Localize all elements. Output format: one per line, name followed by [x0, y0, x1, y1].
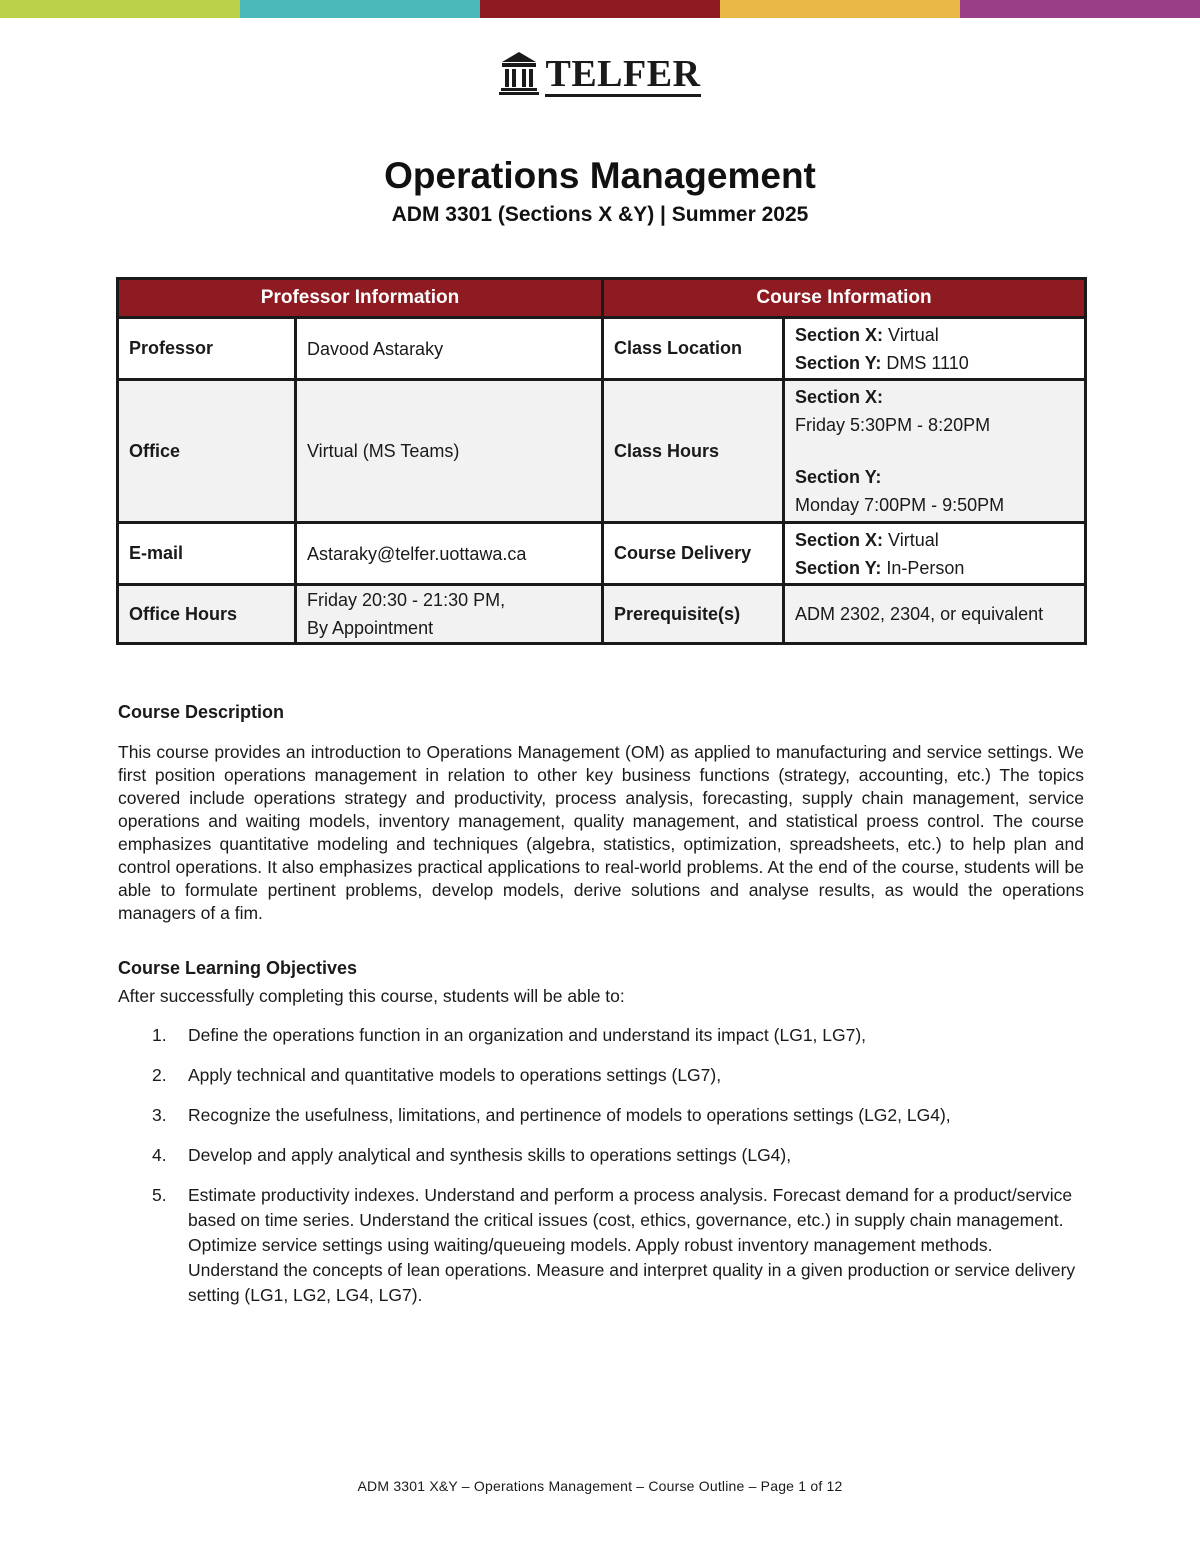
- list-item: [118, 1063, 1084, 1088]
- class-hours-label: Class Hours: [603, 380, 784, 523]
- office-hours-line-2: By Appointment: [307, 618, 434, 638]
- course-info-header: Course Information: [603, 279, 1086, 318]
- class-hours-value: [784, 380, 1086, 523]
- info-table: [116, 277, 1087, 645]
- learning-objectives-intro: After successfully completing this course, students will be able to:: [118, 986, 625, 1006]
- table-row: [118, 523, 1086, 585]
- office-hours-label: Office Hours: [118, 585, 296, 644]
- item-number: 5.: [152, 1185, 167, 1205]
- table-row: [118, 585, 1086, 644]
- class-location-label: Class Location: [603, 318, 784, 380]
- email-value[interactable]: Astaraky@telfer.uottawa.ca: [296, 523, 603, 585]
- section-x-label: Section X:: [795, 324, 884, 345]
- list-item: [118, 1183, 1084, 1308]
- course-description-body: This course provides an introduction to Operations Management (OM) as applied to manufacturing and service settings. We first position operations management in relation to other key business functions (strategy, accounting, etc.) The topics covered include operations strategy and productivity, process analysis, forecasting, supply chain management, service operations and waiting models, inventory management, quality management, and statistical proess control. The course emphasizes quantitative modeling and techniques (algebra, statistics, optimization, spreadsheets, etc.) to help plan and control operations. It also emphasizes practical applications to real-world problems. At the end of the course, students will be able to formulate pertinent problems, develop models, derive solutions and analyse results, as would the operations managers of a fim.: [118, 742, 1084, 923]
- section-x-label: Section X:: [795, 529, 884, 550]
- item-text: Recognize the usefulness, limitations, and pertinence of models to operations settings (LG2, LG4),: [188, 1105, 951, 1125]
- office-value: Virtual (MS Teams): [296, 380, 603, 523]
- learning-objectives-section: [118, 958, 1084, 1323]
- course-subtitle: ADM 3301 (Sections X &Y) | Summer 2025: [391, 203, 809, 226]
- section-y-label: Section Y:: [795, 352, 882, 373]
- email-label: E-mail: [118, 523, 296, 585]
- logo-wordmark: TELFER: [545, 52, 701, 95]
- objectives-list: [118, 1023, 1084, 1308]
- section-y-delivery: In-Person: [881, 557, 965, 578]
- prerequisites-value: ADM 2302, 2304, or equivalent: [784, 585, 1086, 644]
- table-row: [118, 318, 1086, 380]
- office-hours-value: [296, 585, 603, 644]
- learning-objectives-heading: Course Learning Objectives: [118, 958, 358, 978]
- professor-info-header: Professor Information: [118, 279, 603, 318]
- class-location-value: [784, 318, 1086, 380]
- title-block: [0, 152, 1200, 230]
- item-number: 1.: [152, 1025, 167, 1045]
- section-y-label: Section Y:: [795, 557, 882, 578]
- list-item: [118, 1103, 1084, 1128]
- section-y-label: Section Y:: [795, 467, 882, 487]
- office-label: Office: [118, 380, 296, 523]
- course-description-section: [118, 702, 1084, 925]
- prerequisites-label: Prerequisite(s): [603, 585, 784, 644]
- item-text: Define the operations function in an organization and understand its impact (LG1, LG7),: [188, 1025, 867, 1045]
- color-segment-purple: [960, 0, 1200, 18]
- info-table-header: [118, 279, 1086, 318]
- office-hours-line-1: Friday 20:30 - 21:30 PM,: [307, 590, 506, 610]
- item-text: Estimate productivity indexes. Understand and perform a process analysis. Forecast demand for a product/service based on time series. Understand the critical issues (cost, ethics, governance, etc.) in supply chain management. Optimize service settings using waiting/queueing models. Apply robust inventory management methods. Understand the concepts of lean operations. Measure and interpret quality in a given production or service delivery setting (LG1, LG2, LG4, LG7).: [188, 1185, 1076, 1305]
- item-number: 3.: [152, 1105, 167, 1125]
- page-footer: ADM 3301 X&Y – Operations Management – Course Outline – Page 1 of 12: [357, 1478, 843, 1494]
- item-number: 4.: [152, 1145, 167, 1165]
- page-title: Operations Management: [384, 155, 816, 196]
- course-description-heading: Course Description: [118, 702, 285, 722]
- section-x-label: Section X:: [795, 387, 884, 407]
- professor-value: Davood Astaraky: [296, 318, 603, 380]
- course-delivery-value: [784, 523, 1086, 585]
- brand-color-bar: [0, 0, 1200, 18]
- section-x-hours: Friday 5:30PM - 8:20PM: [795, 415, 991, 435]
- section-x-location: Virtual: [883, 324, 939, 345]
- table-row: [118, 380, 1086, 523]
- list-item: [118, 1023, 1084, 1048]
- color-segment-yellow: [720, 0, 960, 18]
- color-segment-green: [0, 0, 240, 18]
- section-y-location: DMS 1110: [881, 352, 969, 373]
- telfer-logo: [0, 50, 1200, 101]
- color-segment-teal: [240, 0, 480, 18]
- item-text: Apply technical and quantitative models to operations settings (LG7),: [188, 1065, 722, 1085]
- professor-label: Professor: [118, 318, 296, 380]
- item-text: Develop and apply analytical and synthesis skills to operations settings (LG4),: [188, 1145, 792, 1165]
- color-segment-red: [480, 0, 720, 18]
- item-number: 2.: [152, 1065, 167, 1085]
- section-y-hours: Monday 7:00PM - 9:50PM: [795, 495, 1005, 515]
- section-x-delivery: Virtual: [883, 529, 939, 550]
- course-delivery-label: Course Delivery: [603, 523, 784, 585]
- list-item: [118, 1143, 1084, 1168]
- building-columns-icon: [499, 50, 539, 101]
